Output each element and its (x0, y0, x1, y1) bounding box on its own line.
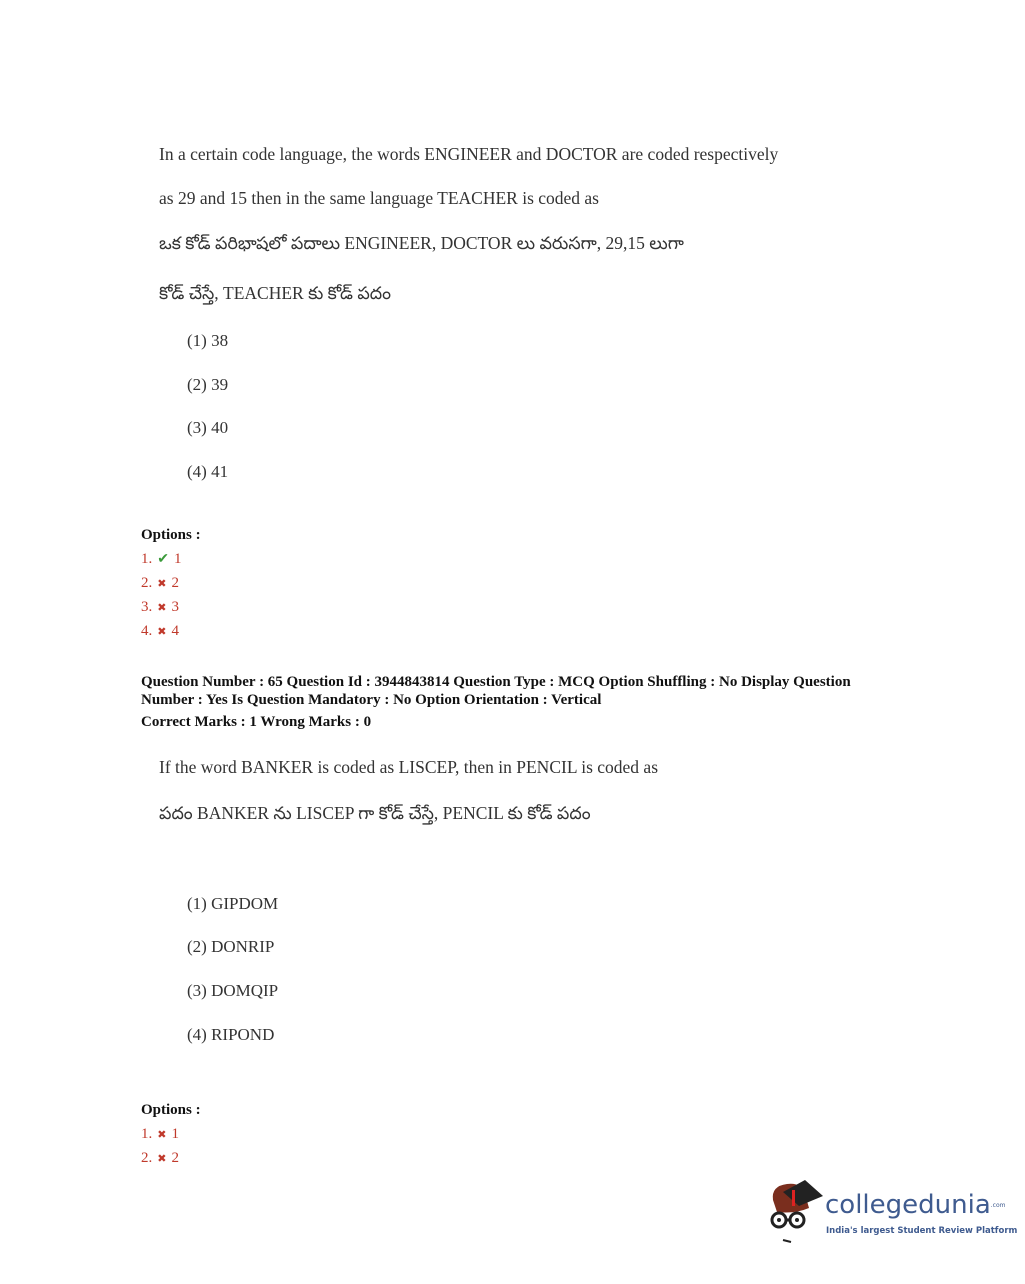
question-2-choice-2: (2) DONRIP (187, 937, 275, 956)
answer-option-4 (141, 623, 179, 640)
question-2-telugu-line: పదం BANKER ను LISCEP గా కోడ్ చేస్తే, PENCIL కు కోడ్ పదం (159, 803, 591, 823)
question-marks: Correct Marks : 1 Wrong Marks : 0 (141, 714, 372, 730)
cross-icon: ✖ (157, 1129, 167, 1141)
question-meta-line-2: Number : Yes Is Question Mandatory : No Option Orientation : Vertical (141, 692, 602, 708)
answer-number: 2. (141, 575, 153, 591)
answer-option-3 (141, 599, 179, 616)
question-1-line-2: as 29 and 15 then in the same language TEACHER is coded as (159, 188, 599, 208)
mascot-icon (765, 1178, 825, 1246)
answer-option-2 (141, 575, 179, 592)
cross-icon: ✖ (157, 1153, 167, 1165)
logo-tagline: India's largest Student Review Platform (826, 1226, 1018, 1236)
question-1-telugu-line-2: కోడ్ చేస్తే, TEACHER కు కోడ్ పదం (159, 283, 392, 303)
answer-number: 2. (141, 1150, 153, 1166)
answer-value: 3 (171, 599, 179, 615)
answer-number: 1. (141, 551, 153, 567)
answer-option-1 (141, 1126, 179, 1143)
cross-icon: ✖ (157, 578, 167, 590)
answer-option-2 (141, 1150, 179, 1167)
logo-name: collegedunia (825, 1190, 991, 1220)
answer-number: 4. (141, 623, 153, 639)
check-icon: ✔ (157, 552, 169, 567)
collegedunia-logo (765, 1178, 1018, 1248)
options-label-1: Options : (141, 527, 201, 543)
question-1-line-1: In a certain code language, the words ENGINEER and DOCTOR are coded respectively (159, 144, 779, 164)
question-1-telugu-line-1: ఒక కోడ్ పరిభాషలో పదాలు ENGINEER, DOCTOR లు వరుసగా, 29,15 లుగా (159, 233, 684, 253)
cross-icon: ✖ (157, 602, 167, 614)
answer-number: 1. (141, 1126, 153, 1142)
answer-option-1 (141, 551, 181, 568)
answer-value: 1 (173, 551, 182, 567)
options-label-2: Options : (141, 1102, 201, 1118)
answer-value: 4 (171, 623, 179, 639)
question-2-choice-1: (1) GIPDOM (187, 894, 279, 913)
cross-icon: ✖ (157, 626, 167, 638)
question-1-choice-3: (3) 40 (187, 418, 229, 437)
question-1-choice-4: (4) 41 (187, 462, 229, 481)
question-2-choice-3: (3) DOMQIP (187, 981, 279, 1000)
question-1-choice-2: (2) 39 (187, 375, 229, 394)
logo-suffix: .com (990, 1202, 1006, 1209)
question-1-choice-1: (1) 38 (187, 331, 229, 350)
answer-value: 2 (171, 575, 179, 591)
logo-wordmark (825, 1190, 1006, 1220)
question-meta-line-1: Question Number : 65 Question Id : 3944843814 Question Type : MCQ Option Shuffling : No Display Question (141, 674, 851, 690)
question-2-choice-4: (4) RIPOND (187, 1025, 275, 1044)
question-2-line-1: If the word BANKER is coded as LISCEP, then in PENCIL is coded as (159, 757, 659, 777)
answer-value: 1 (171, 1126, 179, 1142)
answer-value: 2 (171, 1150, 179, 1166)
answer-number: 3. (141, 599, 153, 615)
